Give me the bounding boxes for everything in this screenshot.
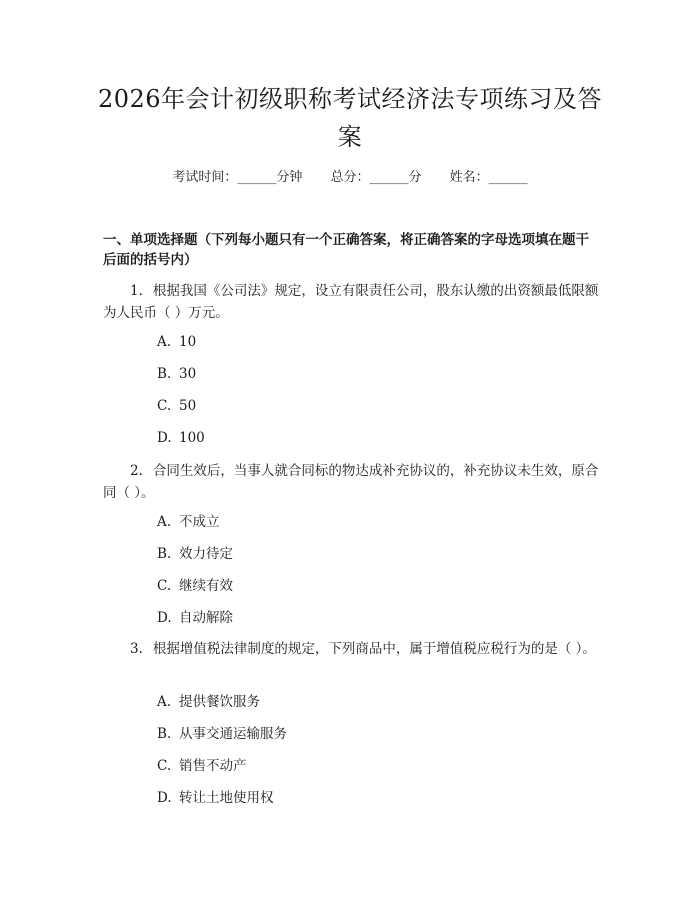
section-heading: 一、单项选择题（下列每小题只有一个正确答案，将正确答案的字母选项填在题干后面的括号内） [103,232,589,268]
name-blank: ______ [488,170,528,185]
question-3-option-a [157,692,260,712]
question-1-option-b [157,364,196,384]
option-label: A. [157,334,172,350]
option-text: 自动解除 [179,610,233,626]
option-text: 10 [179,334,197,350]
option-text: 30 [179,366,197,382]
option-label: D. [157,790,172,806]
question-2-option-c [157,576,233,596]
option-label: C. [157,578,172,594]
option-label: D. [157,610,172,626]
name-label: 姓名： [449,170,489,185]
total-score-label: 总分： [330,170,370,185]
question-number: 2. [130,463,143,479]
question-text: 合同生效后，当事人就合同标的物达成补充协议的，补充协议未生效，原合同（ ）。 [103,463,599,501]
total-score-blank: ______ [369,170,409,185]
option-label: D. [157,430,172,446]
document-title: 2026年会计初级职称考试经济法专项练习及答案 [97,85,603,151]
option-text: 从事交通运输服务 [179,726,287,742]
option-label: C. [157,398,172,414]
question-3 [103,638,599,660]
question-1-option-d [157,428,205,448]
question-2-option-a [157,512,220,532]
question-1-option-c [157,396,196,416]
option-text: 效力待定 [179,546,233,562]
option-text: 不成立 [179,514,220,530]
question-number: 1. [130,283,143,299]
question-2-option-b [157,544,233,564]
option-label: B. [157,546,172,562]
total-score-unit: 分 [408,170,422,185]
question-3-option-b [157,724,287,744]
option-label: B. [157,366,172,382]
question-text: 根据增值税法律制度的规定，下列商品中，属于增值税应税行为的是（ ）。 [152,641,596,657]
exam-time-blank: ______ [237,170,277,185]
option-text: 销售不动产 [179,758,247,774]
option-label: C. [157,758,172,774]
question-3-option-d [157,788,274,808]
option-text: 继续有效 [179,578,233,594]
option-text: 转让土地使用权 [179,790,274,806]
question-2-option-d [157,608,233,628]
option-text: 50 [179,398,197,414]
question-text: 根据我国《公司法》规定，设立有限责任公司，股东认缴的出资额最低限额为人民币（ ）万元。 [103,283,599,321]
exam-time-unit: 分钟 [276,170,303,185]
option-label: A. [157,694,172,710]
option-text: 提供餐饮服务 [179,694,260,710]
question-3-option-c [157,756,247,776]
question-1-option-a [157,332,196,352]
name-field [450,168,528,188]
exam-time-label: 考试时间： [172,170,238,185]
exam-info-line [0,168,700,188]
total-score-field [330,168,421,188]
exam-time-field [172,168,302,188]
option-label: A. [157,514,172,530]
option-text: 100 [179,430,205,446]
question-2 [103,460,599,504]
question-number: 3. [130,641,143,657]
question-1 [103,280,599,324]
option-label: B. [157,726,172,742]
